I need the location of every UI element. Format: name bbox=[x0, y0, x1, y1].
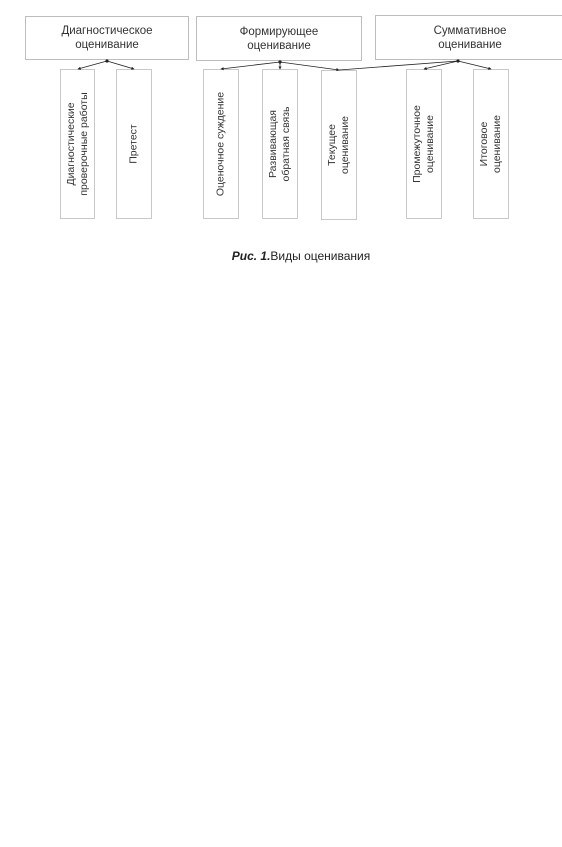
subtype-developmental-feedback-label: Развивающая обратная связь bbox=[267, 106, 292, 182]
figure-caption-text: Виды оценивания bbox=[270, 249, 371, 263]
connector-node-summative bbox=[456, 59, 459, 62]
category-summative-label: Суммативное оценивание bbox=[433, 24, 507, 51]
subtype-intermediate-assessment-label: Промежуточное оценивание bbox=[411, 105, 436, 183]
subtype-pretest-label: Претест bbox=[127, 124, 140, 164]
category-formative-label: Формирующее оценивание bbox=[239, 25, 319, 52]
connector-final-assessment bbox=[458, 61, 491, 69]
subtype-current-assessment-label: Текущее оценивание bbox=[326, 115, 351, 175]
subtype-evaluative-judgement-label: Оценочное суждение bbox=[214, 91, 227, 197]
connector-diagnostic-tests bbox=[78, 61, 107, 69]
connector-current-assessment bbox=[280, 62, 339, 70]
figure-caption bbox=[0, 249, 562, 263]
figure-caption-label: Рис. 1. bbox=[231, 249, 271, 263]
subtype-final-assessment-label: Итоговое оценивание bbox=[478, 114, 503, 174]
connector-node-diagnostic bbox=[105, 59, 108, 62]
connector-evaluative-judgement bbox=[221, 62, 280, 69]
subtype-diagnostic-tests-label: Диагностические проверочные работы bbox=[64, 92, 90, 196]
connector-pretest bbox=[107, 61, 134, 69]
category-diagnostic-label: Диагностическое оценивание bbox=[61, 25, 153, 51]
connector-node-formative bbox=[278, 60, 281, 63]
